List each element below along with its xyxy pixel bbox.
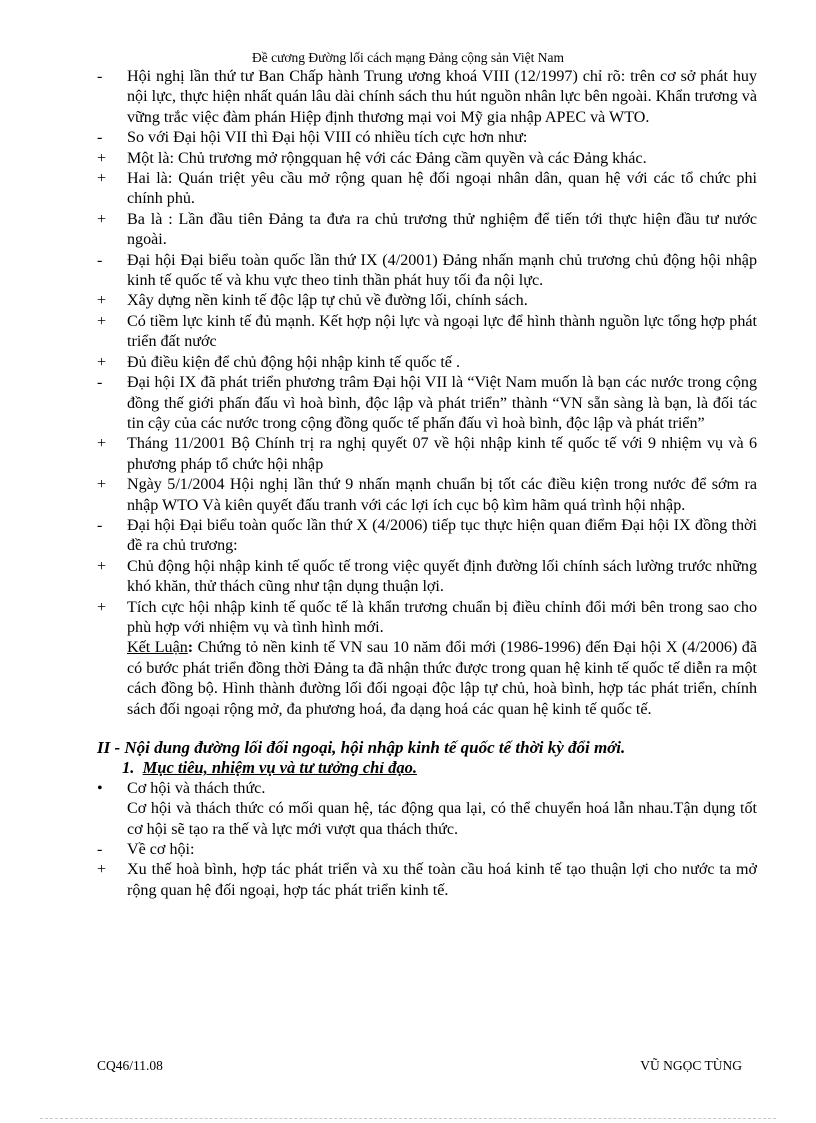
list-item [97,779,757,799]
section-heading: II - Nội dung đường lối đối ngoại, hội nhập kinh tế quốc tế thời kỳ đổi mới. [97,738,626,757]
list-item [97,291,757,311]
list-marker: + [97,557,107,575]
list-marker: + [97,435,107,453]
item-list [97,67,757,638]
conclusion-colon: : [187,639,194,657]
list-marker: - [97,516,103,534]
list-marker: + [97,598,107,616]
list-marker: - [97,251,103,269]
list-marker: - [97,129,103,147]
list-marker: - [97,841,103,859]
list-marker: + [97,476,107,494]
list-item [97,516,757,557]
list-item-text: Đủ điều kiện để chủ động hội nhập kinh tế quốc tế . [127,353,460,371]
list-item-text: Hai là: Quán triệt yêu cầu mở rộng quan hệ đối ngoại nhân dân, quan hệ với các tổ chức phi chính phủ. [127,170,757,208]
conclusion-text: Chứng tỏ nền kinh tế VN sau 10 năm đổi mới (1986-1996) đến Đại hội X (4/2006) đã có bước phát triển đồng thời Đảng ta đã nhận thức được trong quan hệ kinh tế quốc tế diễn ra một cách đồng bộ. Hình thành đường lối đối ngoại độc lập tự chủ, hoà bình, hợp tác phát triển, chính sách đối ngoại rộng mở, đa phương hoá, đa dạng hoá các quan hệ kinh tế quốc tế. [127,639,757,718]
conclusion-paragraph [97,638,757,720]
list-item [97,149,757,169]
item-list-2 [97,779,757,799]
list-item-text: Có tiềm lực kinh tế đủ mạnh. Kết hợp nội lực và ngoại lực để hình thành nguồn lực tổng hợp phát triển đất nước [127,312,757,351]
list-item-text: Đại hội Đại biểu toàn quốc lần thứ IX (4/2001) Đảng nhấn mạnh chủ trương chủ động hội nhập kinh tế quốc tế và khu vực theo tinh thần phát huy tối đa nội lực. [127,251,757,290]
opportunity-paragraph: Cơ hội và thách thức có mối quan hệ, tác động qua lại, có thể chuyển hoá lẫn nhau.Tận dụng tốt cơ hội sẽ tạo ra thế và lực mới vượt qua thách thức. [127,800,757,838]
list-item [97,353,757,373]
list-item [97,598,757,639]
list-item [97,860,757,901]
list-marker: + [97,312,107,330]
list-item-text: Một là: Chủ trương mở rộngquan hệ với các Đảng cầm quyền và các Đảng khác. [127,149,647,167]
list-item [97,475,757,516]
list-item-text: Cơ hội và thách thức. [127,779,266,797]
subsection-title: Mục tiêu, nhiệm vụ và tư tưởng chỉ đạo. [142,758,417,778]
footer-author: VŨ NGỌC TÙNG [640,1058,742,1073]
list-marker: + [97,861,107,879]
list-item-text: Đại hội IX đã phát triển phương trâm Đại hội VII là “Việt Nam muốn là bạn các nước trong cộng đồng thế giới phấn đấu vì hoà bình, độc lập và phát triển” thành “VN sẵn sàng là bạn, là đối tác tin cậy của các nước trong cộng đồng quốc tế phấn đấu vì hoà bình, độc lập và phát triển” [127,374,757,432]
list-item [97,128,757,148]
list-marker: • [97,779,103,797]
document-body [97,67,757,901]
list-item-text: So với Đại hội VII thì Đại hội VIII có nhiều tích cực hơn như: [127,129,528,147]
list-item [97,210,757,251]
subsection-heading [97,758,757,778]
list-item [97,169,757,210]
conclusion-label: Kết Luận [127,639,188,657]
list-item-text: Xây dựng nền kinh tế độc lập tự chủ về đường lối, chính sách. [127,292,528,310]
page-header: Đề cương Đường lối cách mạng Đảng cộng sản Việt Nam [251,50,565,65]
list-item [97,251,757,292]
list-marker: + [97,292,107,310]
list-marker: + [97,210,107,228]
list-item-text: Hội nghị lần thứ tư Ban Chấp hành Trung ương khoá VIII (12/1997) chỉ rõ: trên cơ sở phát huy nội lực, thực hiện nhất quán lâu dài chính sách thu hút nguồn nhân lực bên ngoài. Khẩn trương và vững trắc việc đàm phán Hiệp định thương mại voi Mỹ gia nhập APEC và WTO. [127,68,757,126]
list-item-text: Ba là : Lần đầu tiên Đảng ta đưa ra chủ trương thử nghiệm để tiến tới thực hiện đầu tư nước ngoài. [127,210,757,249]
list-marker: - [97,374,103,392]
list-marker: + [97,170,107,188]
list-item [97,840,757,860]
list-item-text: Ngày 5/1/2004 Hội nghị lần thứ 9 nhấn mạnh chuẩn bị tốt các điều kiện trong nước để sớm ra nhập WTO Và kiên quyết đấu tranh với các lợi ích cục bộ kìm hãm quá trình hội nhập. [127,476,757,514]
list-item-text: Tích cực hội nhập kinh tế quốc tế là khẩn trương chuẩn bị điều chỉnh đổi mới bên trong sao cho phù hợp với nhiệm vụ và tình hình mới. [127,598,757,636]
list-marker: - [97,68,103,85]
list-item-text: Chủ động hội nhập kinh tế quốc tế trong việc quyết định đường lối chính sách lường trước những khó khăn, thử thách cũng như tận dụng thuận lợi. [127,557,757,596]
list-item [97,373,757,434]
list-marker: + [97,353,107,371]
item-list-3 [97,840,757,901]
list-item-text: Tháng 11/2001 Bộ Chính trị ra nghị quyết 07 về hội nhập kinh tế quốc tế với 9 nhiệm vụ và 6 phương pháp tổ chức hội nhập [127,435,757,473]
page-bottom-divider [40,1118,776,1119]
subsection-number: 1. [122,758,135,778]
list-marker: + [97,149,107,167]
list-item-text: Về cơ hội: [127,841,195,859]
footer-code: CQ46/11.08 [97,1058,163,1073]
list-item [97,434,757,475]
list-item-text: Xu thế hoà bình, hợp tác phát triển và xu thế toàn cầu hoá kinh tế tạo thuận lợi cho nước ta mở rộng quan hệ đối ngoại, hợp tác phát triển kinh tế. [127,861,757,899]
list-item-text: Đại hội Đại biểu toàn quốc lần thứ X (4/2006) tiếp tục thực hiện quan điểm Đại hội IX đồng thời đề ra chủ trương: [127,516,757,555]
list-item [97,67,757,128]
list-item [97,557,757,598]
list-item [97,312,757,353]
